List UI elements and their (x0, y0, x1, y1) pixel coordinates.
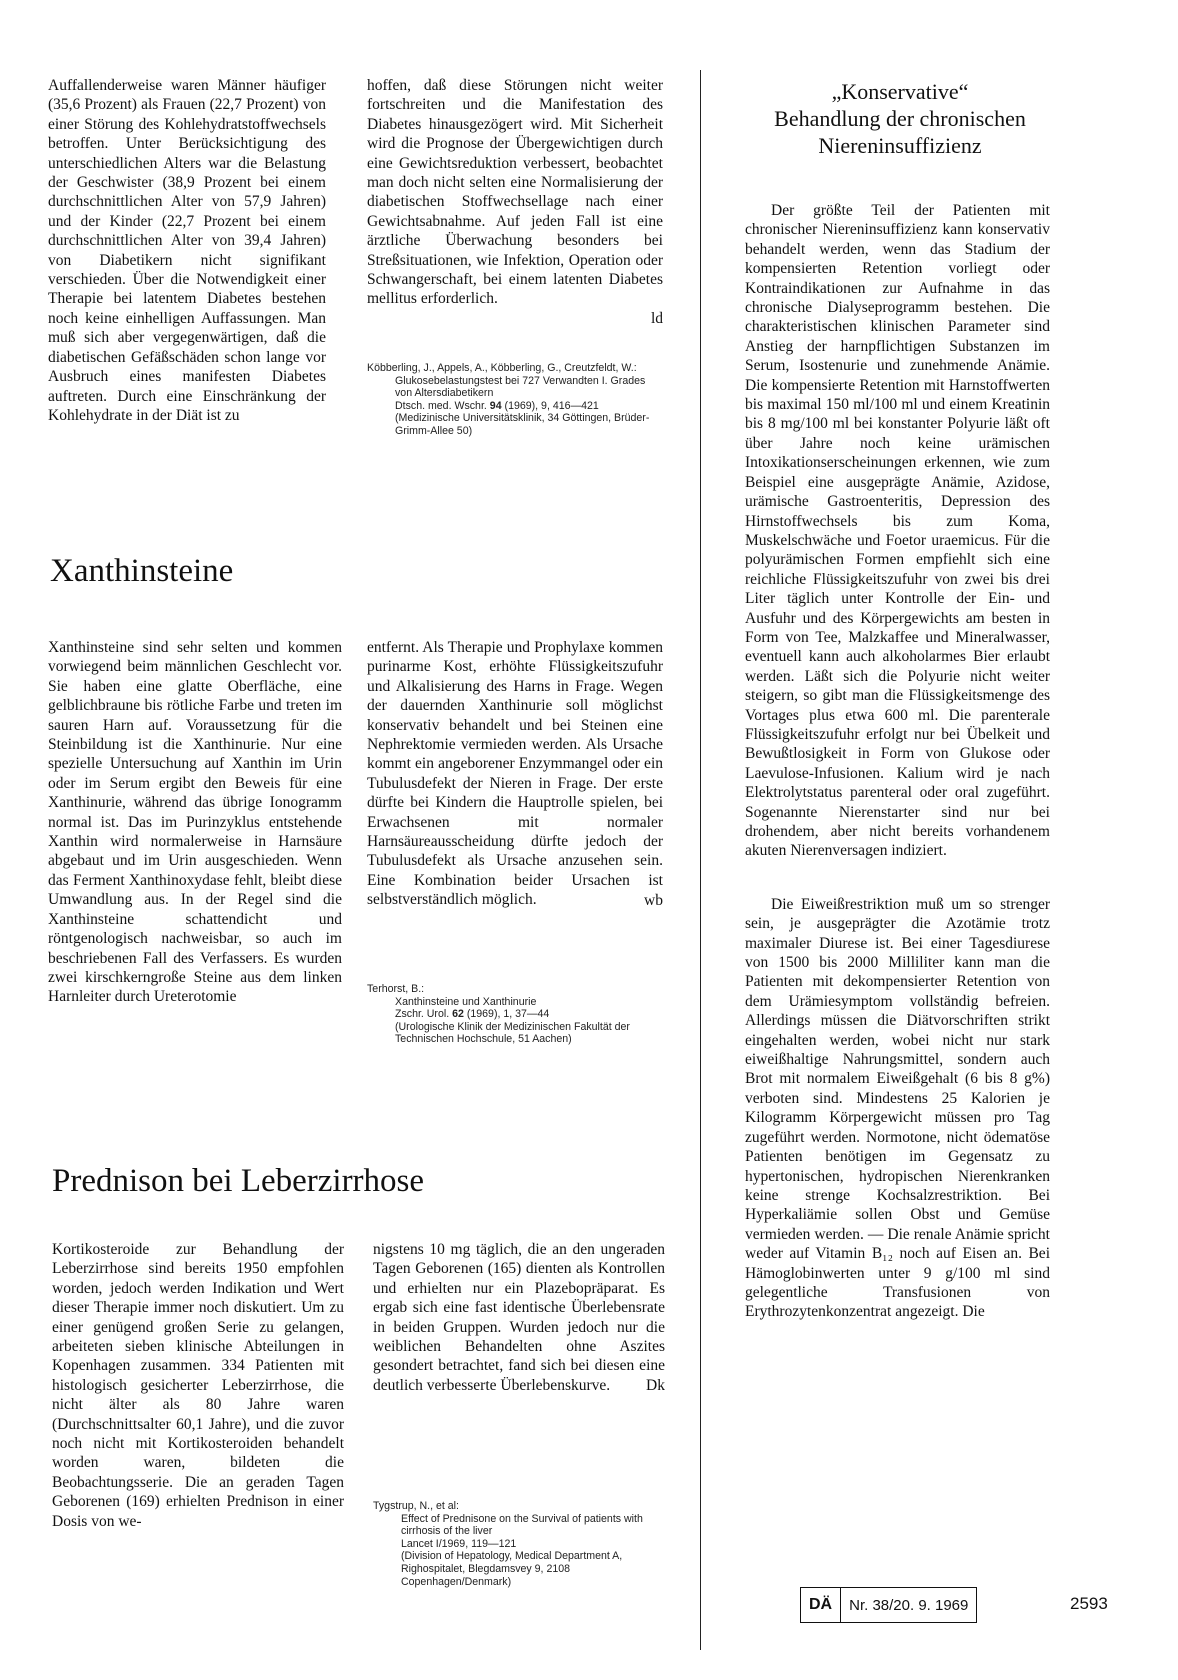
reference-authors: Terhorst, B.: (367, 983, 425, 995)
top-article-col1 (48, 76, 326, 425)
reference-title: Effect of Prednisone on the Survival of patients with cirrhosis of the liver (401, 1512, 643, 1538)
xanthin-title: Xanthinsteine (50, 553, 234, 589)
reference-authors: Köbberling, J., Appels, A., Köbberling, G., Creutzfeldt, W.: (367, 362, 637, 374)
prednison-title: Prednison bei Leberzirrhose (52, 1163, 425, 1199)
reference-source: Lancet I/1969, 119—121 (401, 1537, 517, 1550)
xanthin-col1 (48, 638, 342, 1007)
prednison-col1 (52, 1240, 344, 1531)
top-article-signature: ld (650, 309, 663, 327)
footer-issue-box (800, 1587, 977, 1623)
konservativ-para1: Der größte Teil der Patienten mit chronischer Niereninsuffizienz kann konservativ behandelt werden, wenn das Stadium der kompensierten Retention vorliegt oder Kontraindikationen zur Aufnahme in das chronische Dialyseprogramm bestehen. Die charakteristischen klinischen Parameter sind Anstieg der harnpflichtigen Substanzen im Serum, Isostenurie und zunehmende Anämie. Die kompensierte Retention mit Harnstoffwerten bis maximal 150 ml/100 ml und einem Kreatinin bis 8 mg/100 ml bei konstanter Polyurie läßt oft über Jahre noch keine urämischen Intoxikationserscheinungen erkennen, wie zum Beispiel eine ausgeprägte Anämie, Azidose, urämische Gastroenteritis, Depression des Hirnstoffwechsels bis zum Koma, Muskelschwäche und Foetor uraemicus. Für die polyurämischen Formen empfiehlt sich eine reichliche Flüssigkeitszufuhr von zwei bis drei Liter täglich unter Kontrolle der Ein- und Ausfuhr und des Körpergewichts am besten in Form von Tee, Malzkaffee und Mineralwasser, eventuell kann auch alkoholarmes Bier erlaubt werden. Läßt sich die Polyurie nicht weiter steigern, so gibt man die Flüssigkeitsmenge des Vortages plus etwa 600 ml. Die parenterale Flüssigkeitszufuhr erfolgt nur bei Übelkeit und Bewußtlosigkeit in Form von Glukose oder Laevulose-Infusionen. Kalium wird je nach Elektrolytstatus parenteral oder oral zugeführt. Sogenannte Nierenstarter sind nur bei drohendem, aber nicht bereits vorhandenem akuten Nierenversagen indiziert. (745, 202, 1050, 860)
xanthin-col2-text: entfernt. Als Therapie und Prophylaxe kommen purinarme Kost, erhöhte Flüssigkeitszufuhr und Alkalisierung des Harns in Frage. Wegen der dauernden Xanthinurie soll möglichst konservativ behandelt und bei Steinen eine Nephrektomie vermieden werden. Als Ursache kommt ein angeborener Enzymmangel oder ein Tubulusdefekt der Nieren in Frage. Der erste dürfte bei Kindern die Hauptrolle spielen, bei Erwachsenen mit normaler Harnsäureausscheidung dürfte jedoch der Tubulusdefekt als Ursache anzusehen sein. Eine Kombination beider Ursachen ist selbstverständlich möglich. (367, 639, 663, 909)
xanthin-col1-text: Xanthinsteine sind sehr selten und kommen vorwiegend beim männlichen Geschlecht vor. Sie haben eine glatte Oberfläche, eine gelblichbraune bis rötliche Farbe und treten im sauren Harn auf. Voraussetzung für die Steinbildung ist die Xanthinurie. Nur eine spezielle Untersuchung auf Xanthin im Urin oder im Serum ergibt den Beweis für eine Xanthinurie, während das übrige Ionogramm normal ist. Das im Purinzyklus entstehende Xanthin wird normalerweise in Harnsäure abgebaut und im Urin ausgeschieden. Wenn das Ferment Xanthinoxydase fehlt, bleibt diese Umwandlung aus. In der Regel sind die Xanthinsteine schattendicht und röntgenologisch nachweisbar, so auch im beschriebenen Fall des Verfassers. Es wurden zwei kirschkerngroße Steine aus dem linken Harnleiter durch Ureterotomie (48, 639, 342, 1006)
page-number: 2593 (1070, 1594, 1108, 1613)
reference-title: Xanthinsteine und Xanthinurie (395, 995, 537, 1008)
reference-source: Dtsch. med. Wschr. 94 (1969), 9, 416—421 (395, 399, 599, 412)
xanthin-reference (367, 983, 663, 1046)
reference-source: Zschr. Urol. 62 (1969), 1, 37—44 (395, 1008, 550, 1021)
prednison-col2 (373, 1240, 665, 1396)
top-article-col1-text: Auffallenderweise waren Männer häufiger (35,6 Prozent) als Frauen (22,7 Prozent) von einer Störung des Kohlehydratstoffwechsels betroffen. Unter Berücksichtigung des unterschiedlichen Alters war die Belastung der Geschwister (38,9 Prozent bei einem durchschnittlichen Alter von 57,9 Jahren) und der Kinder (22,7 Prozent bei einem durchschnittlichen Alter von 39,4 Jahren) von Diabetikern nicht signifikant verschieden. Über die Notwendigkeit einer Therapie bei latentem Diabetes bestehen noch keine einhelligen Auffassungen. Man muß sich aber vergegenwärtigen, daß die diabetischen Gefäßschäden schon lange vor Ausbruch eines manifesten Diabetes auftreten. Durch eine Einschränkung der Kohlehydrate in der Diät ist zu (48, 77, 326, 424)
xanthin-col2 (367, 638, 663, 910)
xanthin-signature: wb (644, 891, 663, 909)
top-article-col2-text: hoffen, daß diese Störungen nicht weiter fortschreiten und die Manifestation des Diabetes hinausgezögert wird. Mit Sicherheit wird die Prognose der Übergewichtigen durch eine Gewichtsreduktion verbessert, beobachtet man doch nicht selten eine Normalisierung der diabetischen Stoffwechsellage nach einer Gewichtsabnahme. Auf jeden Fall ist eine ärztliche Überwachung besonders bei Streßsituationen, wie Infektion, Operation oder Schwangerschaft, bei einem latenten Diabetes mellitus erforderlich. (367, 77, 663, 308)
konservativ-column (745, 201, 1050, 1322)
prednison-signature: Dk (646, 1377, 665, 1395)
reference-title: Glukosebelastungstest bei 727 Verwandten I. Grades von Altersdiabetikern (395, 374, 646, 400)
prednison-reference (373, 1500, 665, 1588)
journal-abbreviation: DÄ (801, 1588, 841, 1622)
konservativ-title-line2: Behandlung der chronischen Niereninsuffizienz (774, 106, 1026, 158)
reference-address: (Division of Hepatology, Medical Department A, Righospitalet, Blegdamsvey 9, 2108 Copenhagen/Denmark) (401, 1550, 623, 1588)
issue-date: Nr. 38/20. 9. 1969 (849, 1596, 969, 1614)
prednison-col2-text: nigstens 10 mg täglich, die an den ungeraden Tagen Geborenen (165) dienten als Kontrollen und erhielten nur ein Plazebopräparat. Es ergab sich eine fast identische Überlebensrate in beiden Gruppen. Wurden jedoch nur die weiblichen Behandelten ohne Aszites gesondert betrachtet, fand sich bei diesen eine deutlich verbesserte Überlebenskurve. (373, 1241, 665, 1394)
reference-address: (Urologische Klinik der Medizinischen Fakultät der Technischen Hochschule, 51 Aachen) (395, 1020, 630, 1046)
prednison-col1-text: Kortikosteroide zur Behandlung der Leberzirrhose sind bereits 1950 empfohlen worden, jedoch werden Indikation und Wert dieser Therapie immer noch diskutiert. Um zu einer genügend großen Serie zu gelangen, arbeiteten sieben klinische Abteilungen in Kopenhagen zusammen. 334 Patienten mit histologisch gesicherter Leberzirrhose, die nicht älter als 80 Jahre waren (Durchschnittsalter 60,1 Jahre), und die zuvor noch nicht mit Kortikosteroiden behandelt worden waren, bildeten die Beobachtungsserie. Die an geraden Tagen Geborenen (169) erhielten Prednison in einer Dosis von we- (52, 1241, 344, 1530)
reference-authors: Tygstrup, N., et al: (373, 1500, 459, 1512)
top-article-col2 (367, 76, 663, 328)
konservativ-para2: Die Eiweißrestriktion muß um so strenger sein, je ausgeprägter die Azotämie trotz maximaler Diurese ist. Bei einer Tagesdiurese von 1500 bis 2000 Milliliter kann man die Patienten mit dekompensierter Retention von dem Urämiesymptom vollständig befreien. Allerdings müssen die Diätvorschriften strikt eingehalten werden, wobei nicht nur stark eiweißhaltige Nahrungsmittel, sondern auch Brot mit normalem Eiweißgehalt (6 bis 8 g%) verboten sind. Mindestens 25 Kalorien je Kilogramm Körpergewicht müssen pro Tag zugeführt werden. Normotone, nicht ödematöse Patienten benötigen im Gegensatz zu hypertonischen, hydropischen Nierenkranken keine strenge Kochsalzrestriktion. Bei Hyperkaliämie sollen Obst und Gemüse vermieden werden. — Die renale Anämie spricht weder auf Vitamin B₁₂ noch auf Eisen an. Bei Hämoglobinwerten unter 9 g/100 ml sind gelegentliche Transfusionen von Erythrozytenkonzentrat angezeigt. Die (745, 895, 1050, 1321)
konservativ-title-line1: „Konservative“ (831, 79, 969, 104)
column-divider (700, 70, 701, 1650)
konservativ-title (745, 78, 1055, 159)
top-article-reference (367, 362, 663, 438)
reference-address: (Medizinische Universitätsklinik, 34 Göttingen, Brüder-Grimm-Allee 50) (395, 412, 650, 437)
